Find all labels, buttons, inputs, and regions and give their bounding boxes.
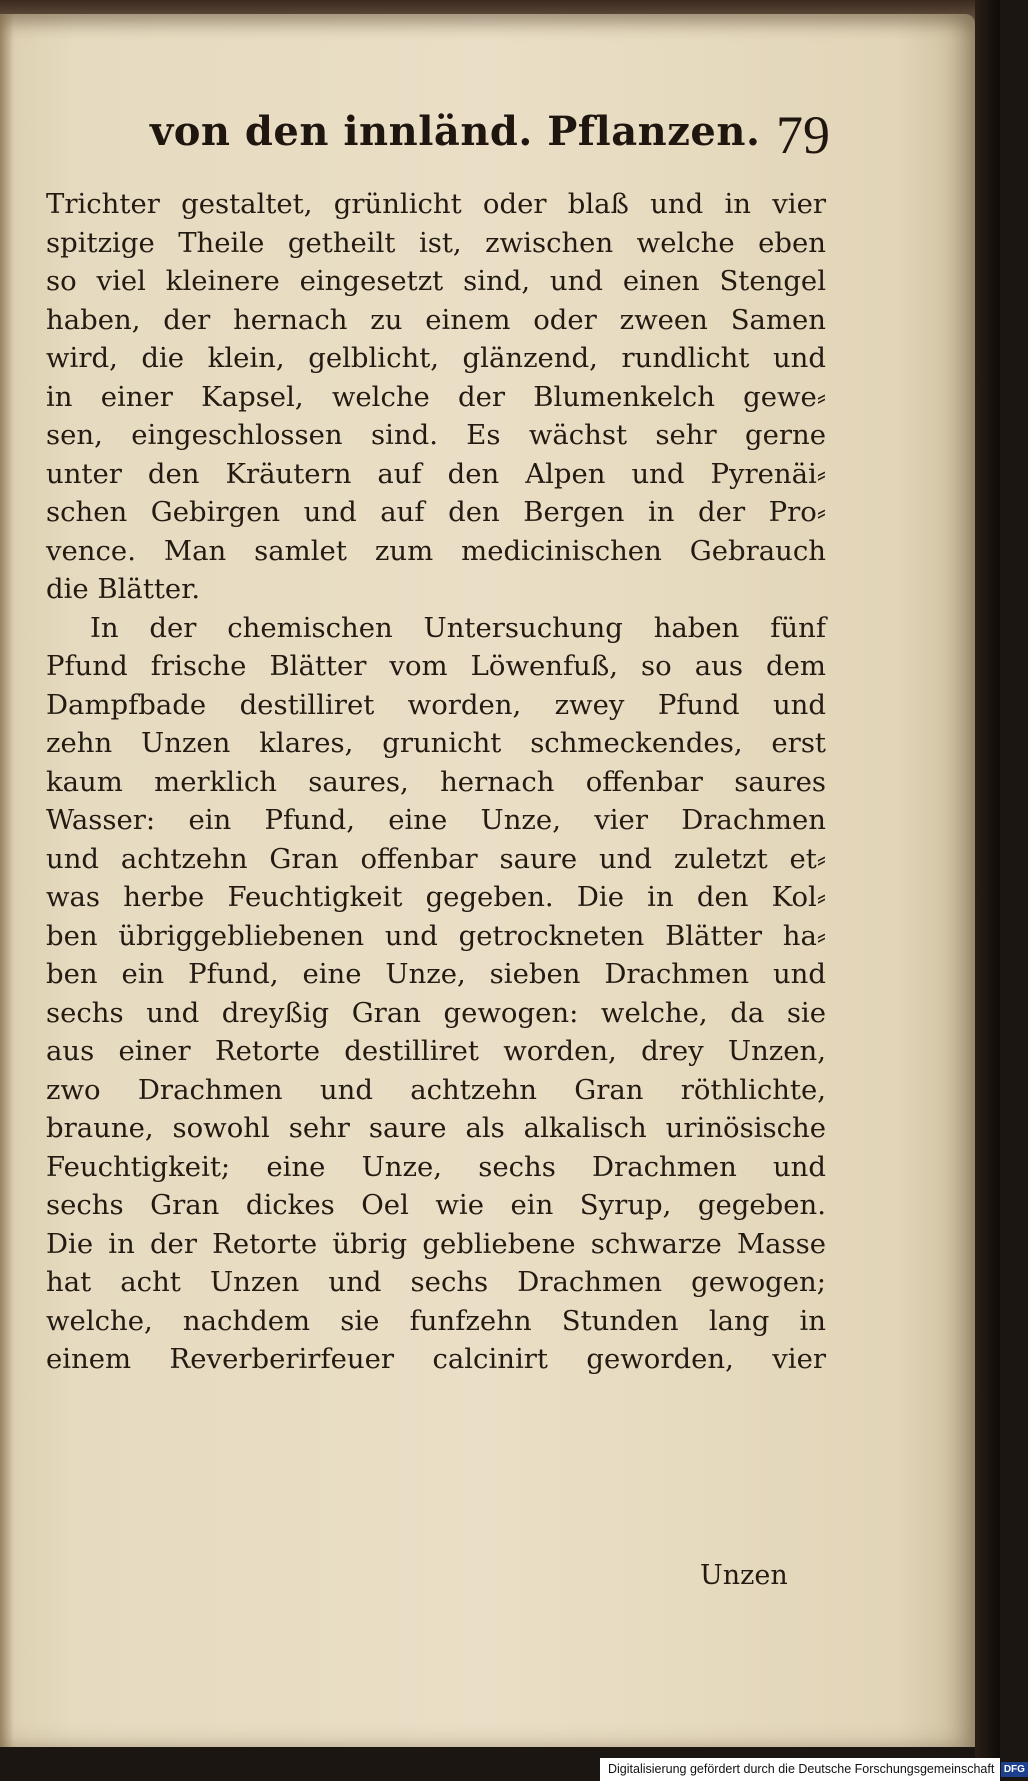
spine-shadow xyxy=(0,14,14,1747)
text-line: Wasser: ein Pfund, eine Unze, vier Drachmen xyxy=(46,804,826,836)
text-line: zehn Unzen klares, grunicht schmeckendes, erst xyxy=(46,727,826,759)
text-line: Trichter gestaltet, grünlicht oder blaß und in vier xyxy=(46,188,826,220)
text-line: unter den Kräutern auf den Alpen und Pyrenäi⸗ xyxy=(46,457,826,490)
paragraph-start-line: In der chemischen Untersuchung haben fünf xyxy=(90,611,826,644)
page-number: 79 xyxy=(776,105,830,165)
text-line: was herbe Feuchtigkeit gegeben. Die in den Kol⸗ xyxy=(46,881,826,913)
text-line: vence. Man samlet zum medicinischen Gebrauch xyxy=(46,534,826,567)
text-line: Die in der Retorte übrig gebliebene schwarze Masse xyxy=(46,1227,826,1260)
text-line: wird, die klein, gelblicht, glänzend, rundlicht und xyxy=(46,342,826,374)
text-line: braune, sowohl sehr saure als alkalisch urinösische xyxy=(46,1112,826,1144)
body-text xyxy=(46,185,826,1379)
dfg-logo: DFG xyxy=(1001,1762,1028,1777)
text-line: Pfund frische Blätter vom Löwenfuß, so aus dem xyxy=(46,650,826,682)
text-line: sechs und dreyßig Gran gewogen: welche, da sie xyxy=(46,996,826,1029)
catchword: Unzen xyxy=(700,1560,788,1591)
text-line: so viel kleinere eingesetzt sind, und einen Stengel xyxy=(46,265,826,297)
text-line: hat acht Unzen und sechs Drachmen gewogen; xyxy=(46,1266,826,1298)
text-line: zwo Drachmen und achtzehn Gran röthlichte, xyxy=(46,1073,826,1106)
page-header xyxy=(150,105,830,168)
text-line: Dampfbade destilliret worden, zwey Pfund und xyxy=(46,688,826,721)
text-line: sechs Gran dickes Oel wie ein Syrup, gegeben. xyxy=(46,1189,826,1221)
text-line: haben, der hernach zu einem oder zween Samen xyxy=(46,303,826,336)
text-line: einem Reverberirfeuer calcinirt geworden, vier xyxy=(46,1343,826,1375)
digitization-credit xyxy=(600,1758,1025,1781)
text-line: in einer Kapsel, welche der Blumenkelch gewe⸗ xyxy=(46,380,826,413)
text-line: Feuchtigkeit; eine Unze, sechs Drachmen und xyxy=(46,1150,826,1183)
running-head: von den innländ. Pflanzen. xyxy=(150,108,761,155)
text-line: aus einer Retorte destilliret worden, drey Unzen, xyxy=(46,1035,826,1067)
text-line: und achtzehn Gran offenbar saure und zuletzt et⸗ xyxy=(46,842,826,875)
text-line: ben ein Pfund, eine Unze, sieben Drachmen und xyxy=(46,958,826,990)
text-line: schen Gebirgen und auf den Bergen in der Pro⸗ xyxy=(46,496,826,528)
page-right-edge xyxy=(975,0,1000,1781)
credit-text: Digitalisierung gefördert durch die Deutsche Forschungsgemeinschaft xyxy=(608,1762,995,1776)
text-line: die Blätter. xyxy=(46,573,201,605)
text-line: ben übriggebliebenen und getrockneten Blätter ha⸗ xyxy=(46,919,826,952)
text-line: sen, eingeschlossen sind. Es wächst sehr gerne xyxy=(46,419,826,451)
text-line: welche, nachdem sie funfzehn Stunden lang in xyxy=(46,1304,826,1337)
text-line: kaum merklich saures, hernach offenbar saures xyxy=(46,765,826,798)
text-line: spitzige Theile getheilt ist, zwischen welche eben xyxy=(46,226,826,259)
